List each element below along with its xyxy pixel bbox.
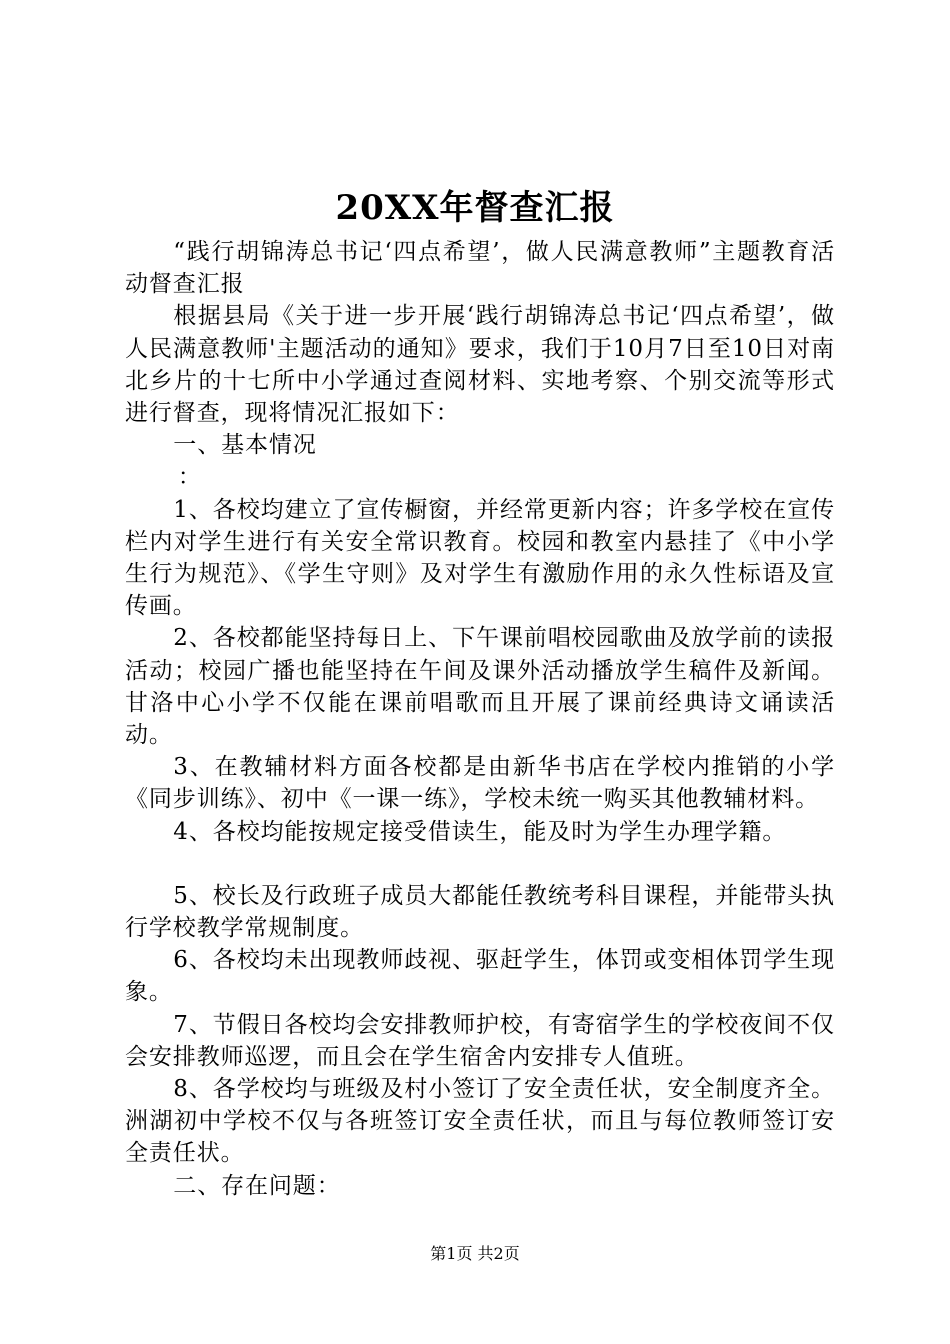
paragraph-item-2: 2、各校都能坚持每日上、下午课前唱校园歌曲及放学前的读报活动；校园广播也能坚持在午间及课外活动播放学生稿件及新闻。甘洛中心小学不仅能在课前唱歌而且开展了课前经典诗文诵读活动。 xyxy=(125,625,835,749)
page-footer: 第1页 共2页 xyxy=(430,1244,520,1263)
document-title: 20XX年督查汇报 xyxy=(335,188,615,228)
paragraph-item-4: 4、各校均能按规定接受借读生，能及时为学生办理学籍。 xyxy=(173,818,787,845)
paragraph-item-7: 7、节假日各校均会安排教师护校，有寄宿学生的学校夜间不仅会安排教师巡逻，而且会在学生宿舍内安排专人值班。 xyxy=(125,1011,835,1070)
paragraph-item-8: 8、各学校均与班级及村小签订了安全责任状，安全制度齐全。洲湖初中学校不仅与各班签订安全责任状，而且与每位教师签订安全责任状。 xyxy=(125,1076,835,1167)
paragraph-item-3: 3、在教辅材料方面各校都是由新华书店在学校内推销的小学《同步训练》、初中《一课一练》，学校未统一购买其他教辅材料。 xyxy=(125,754,835,813)
document-body xyxy=(125,236,835,1202)
paragraph-item-1: 1、各校均建立了宣传橱窗，并经常更新内容；许多学校在宣传栏内对学生进行有关安全常识教育。校园和教室内悬挂了《中小学生行为规范》、《学生守则》及对学生有激励作用的永久性标语及宣传画。 xyxy=(125,496,835,620)
blank-line xyxy=(125,848,835,880)
paragraph-item-5: 5、校长及行政班子成员大都能任教统考科目课程，并能带头执行学校教学常规制度。 xyxy=(125,882,835,942)
paragraph-intro: 根据县局《关于进一步开展‘践行胡锦涛总书记‘四点希望’，做人民满意教师'主题活动的通知》要求，我们于10月7日至10日对南北乡片的十七所中小学通过查阅材料、实地考察、个别交流等形式进行督查，现将情况汇报如下： xyxy=(125,303,835,427)
paragraph-item-6: 6、各校均未出现教师歧视、驱赶学生，体罚或变相体罚学生现象。 xyxy=(125,947,835,1006)
paragraph-subtitle: “践行胡锦涛总书记‘四点希望’，做人民满意教师”主题教育活动督查汇报 xyxy=(125,239,835,298)
paragraph-colon: ： xyxy=(177,464,202,491)
section-heading-problems: 二、存在问题： xyxy=(173,1172,341,1199)
section-heading-basic: 一、基本情况 xyxy=(173,432,317,459)
